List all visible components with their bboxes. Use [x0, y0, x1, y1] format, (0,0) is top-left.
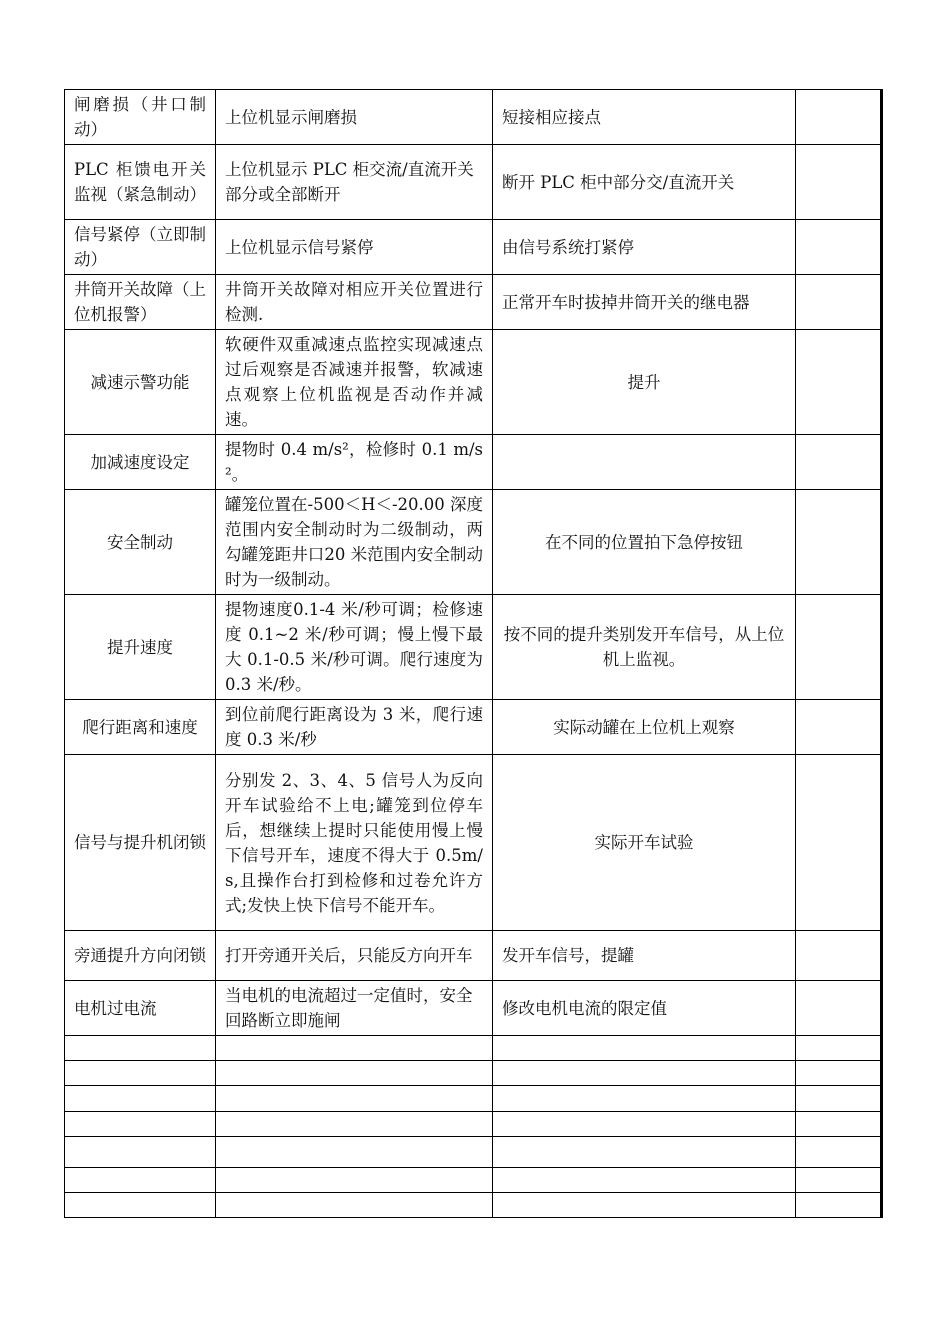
item-cell: 爬行距离和速度 — [65, 700, 216, 755]
empty-cell — [65, 1137, 216, 1168]
empty-row — [65, 1112, 882, 1137]
empty-row — [65, 1086, 882, 1112]
note-cell — [796, 981, 882, 1036]
empty-cell — [493, 1061, 796, 1086]
empty-cell — [493, 1137, 796, 1168]
item-cell: 电机过电流 — [65, 981, 216, 1036]
method-cell: 上位机显示 PLC 柜交流/直流开关部分或全部断开 — [216, 145, 493, 220]
note-cell — [796, 220, 882, 275]
method-cell: 分别发 2、3、4、5 信号人为反向开车试验给不上电;罐笼到位停车后，想继续上提时只能使用慢上慢下信号开车，速度不得大于 0.5m/s,且操作台打到检修和过卷允许方式;发快上快下信号不能开车。 — [216, 755, 493, 931]
table-row — [65, 275, 882, 330]
note-cell — [796, 90, 882, 145]
note-cell — [796, 595, 882, 700]
test-cell: 正常开车时拔掉井筒开关的继电器 — [493, 275, 796, 330]
empty-cell — [796, 1061, 882, 1086]
note-cell — [796, 700, 882, 755]
inspection-table — [64, 89, 883, 1218]
item-cell: 加减速度设定 — [65, 435, 216, 490]
test-cell: 实际开车试验 — [493, 755, 796, 931]
table-row — [65, 90, 882, 145]
table-row — [65, 220, 882, 275]
empty-cell — [796, 1137, 882, 1168]
method-cell: 罐笼位置在-500＜H＜-20.00 深度范围内安全制动时为二级制动，两勾罐笼距井口20 米范围内安全制动时为一级制动。 — [216, 490, 493, 595]
note-cell — [796, 490, 882, 595]
empty-cell — [493, 1112, 796, 1137]
empty-cell — [216, 1061, 493, 1086]
empty-cell — [65, 1112, 216, 1137]
table-row — [65, 435, 882, 490]
empty-cell — [493, 1193, 796, 1218]
test-cell: 按不同的提升类别发开车信号，从上位机上监视。 — [493, 595, 796, 700]
empty-row — [65, 1061, 882, 1086]
test-cell: 在不同的位置拍下急停按钮 — [493, 490, 796, 595]
item-cell: 信号与提升机闭锁 — [65, 755, 216, 931]
table-row — [65, 490, 882, 595]
item-cell: 井筒开关故障（上位机报警） — [65, 275, 216, 330]
empty-cell — [65, 1086, 216, 1112]
item-cell: 减速示警功能 — [65, 330, 216, 435]
test-cell: 由信号系统打紧停 — [493, 220, 796, 275]
empty-cell — [493, 1168, 796, 1193]
empty-cell — [216, 1036, 493, 1061]
test-cell: 提升 — [493, 330, 796, 435]
empty-cell — [796, 1086, 882, 1112]
table-row — [65, 330, 882, 435]
note-cell — [796, 931, 882, 981]
empty-cell — [216, 1168, 493, 1193]
item-cell: 闸磨损（井口制动） — [65, 90, 216, 145]
empty-cell — [216, 1193, 493, 1218]
table-row — [65, 700, 882, 755]
empty-cell — [65, 1168, 216, 1193]
method-cell: 上位机显示信号紧停 — [216, 220, 493, 275]
method-cell: 提物速度0.1-4 米/秒可调；检修速度 0.1~2 米/秒可调；慢上慢下最大 0.1-0.5 米/秒可调。爬行速度为 0.3 米/秒。 — [216, 595, 493, 700]
empty-cell — [216, 1086, 493, 1112]
item-cell: 提升速度 — [65, 595, 216, 700]
method-cell: 上位机显示闸磨损 — [216, 90, 493, 145]
method-cell: 到位前爬行距离设为 3 米，爬行速度 0.3 米/秒 — [216, 700, 493, 755]
item-cell: 安全制动 — [65, 490, 216, 595]
table-row — [65, 595, 882, 700]
empty-cell — [493, 1086, 796, 1112]
table-row — [65, 931, 882, 981]
method-cell: 软硬件双重减速点监控实现减速点过后观察是否减速并报警，软减速点观察上位机监视是否动作并减速。 — [216, 330, 493, 435]
item-cell: PLC 柜馈电开关监视（紧急制动） — [65, 145, 216, 220]
table-row — [65, 981, 882, 1036]
method-cell: 井筒开关故障对相应开关位置进行检测. — [216, 275, 493, 330]
empty-cell — [65, 1036, 216, 1061]
empty-cell — [493, 1036, 796, 1061]
empty-row — [65, 1168, 882, 1193]
item-cell: 信号紧停（立即制动） — [65, 220, 216, 275]
method-cell: 提物时 0.4 m/s²，检修时 0.1 m/s²。 — [216, 435, 493, 490]
test-cell — [493, 435, 796, 490]
note-cell — [796, 275, 882, 330]
empty-cell — [796, 1036, 882, 1061]
note-cell — [796, 435, 882, 490]
item-cell: 旁通提升方向闭锁 — [65, 931, 216, 981]
empty-cell — [796, 1112, 882, 1137]
empty-row — [65, 1137, 882, 1168]
test-cell: 断开 PLC 柜中部分交/直流开关 — [493, 145, 796, 220]
empty-cell — [796, 1193, 882, 1218]
empty-row — [65, 1036, 882, 1061]
test-cell: 实际动罐在上位机上观察 — [493, 700, 796, 755]
table-row — [65, 145, 882, 220]
empty-cell — [65, 1061, 216, 1086]
table-row — [65, 755, 882, 931]
empty-cell — [65, 1193, 216, 1218]
test-cell: 发开车信号，提罐 — [493, 931, 796, 981]
empty-cell — [216, 1112, 493, 1137]
empty-cell — [796, 1168, 882, 1193]
empty-row — [65, 1193, 882, 1218]
empty-cell — [216, 1137, 493, 1168]
method-cell: 当电机的电流超过一定值时，安全回路断立即施闸 — [216, 981, 493, 1036]
test-cell: 短接相应接点 — [493, 90, 796, 145]
note-cell — [796, 330, 882, 435]
note-cell — [796, 755, 882, 931]
test-cell: 修改电机电流的限定值 — [493, 981, 796, 1036]
method-cell: 打开旁通开关后，只能反方向开车 — [216, 931, 493, 981]
note-cell — [796, 145, 882, 220]
